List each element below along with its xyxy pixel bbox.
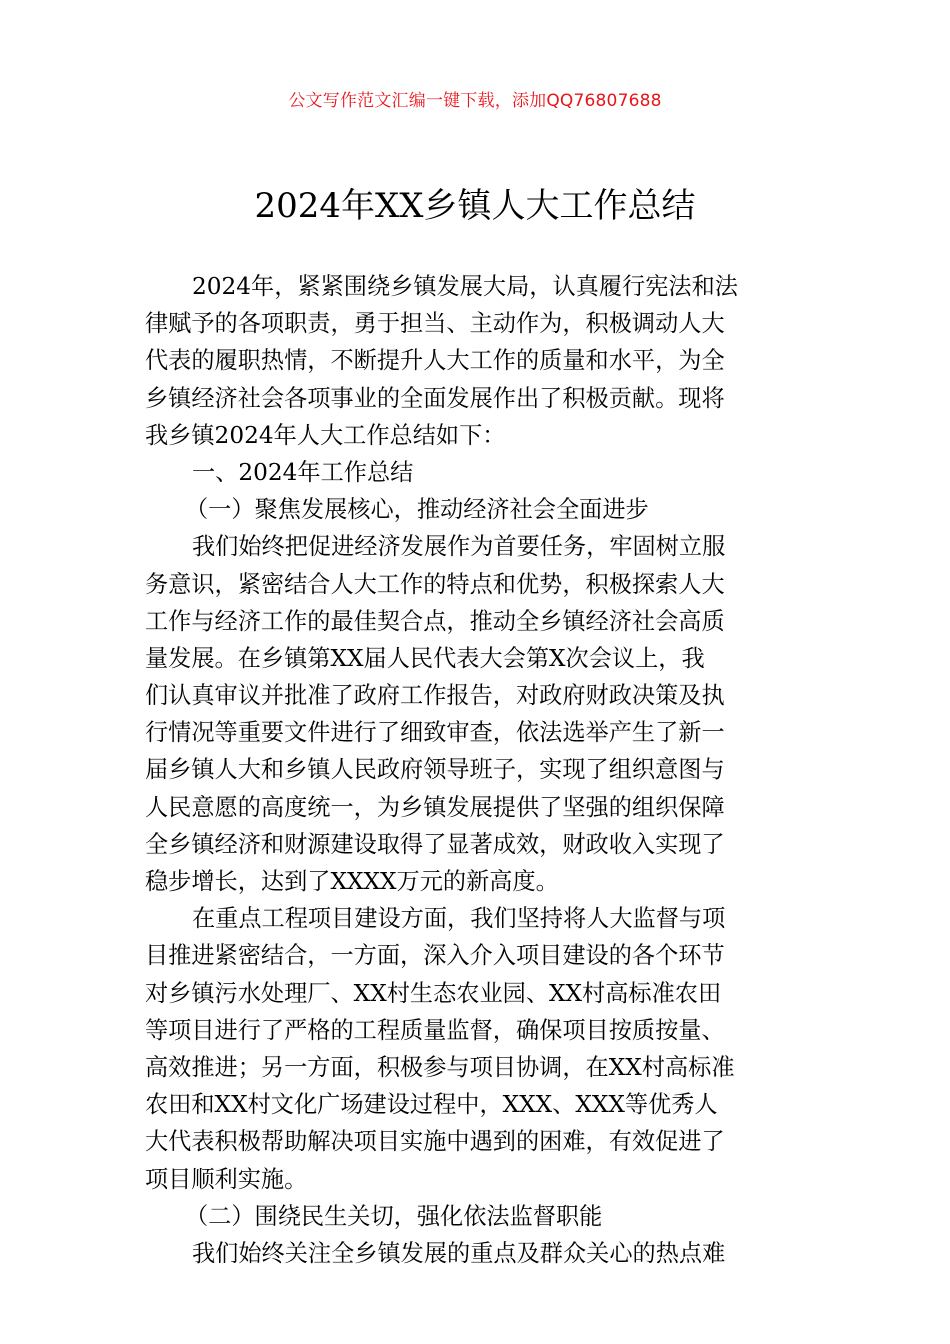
paragraph-line: 农田和XX村文化广场建设过程中，XXX、XXX等优秀人 [145,1091,718,1119]
paragraph-line: 人民意愿的高度统一，为乡镇发展提供了坚强的组织保障 [145,793,725,821]
paragraph-line: 项目顺利实施。 [145,1165,308,1193]
section-heading: 一、2024年工作总结 [192,458,414,486]
document-title: 2024年XX乡镇人大工作总结 [254,186,696,226]
paragraph-line: 目推进紧密结合，一方面，深入介入项目建设的各个环节 [145,942,725,970]
paragraph-line: 等项目进行了严格的工程质量监督，确保项目按质按量、 [145,1016,725,1044]
subsection-heading: （一）聚焦发展核心，推动经济社会全面进步 [185,496,649,524]
paragraph-line: 全乡镇经济和财源建设取得了显著成效，财政收入实现了 [145,830,725,858]
document-body [145,268,807,1272]
paragraph-line: 稳步增长，达到了XXXX万元的新高度。 [145,868,559,895]
paragraph-line: 对乡镇污水处理厂、XX村生态农业园、XX村高标准农田 [145,979,722,1007]
paragraph-line: 律赋予的各项职责，勇于担当、主动作为，积极调动人大 [145,310,725,338]
paragraph-line: 乡镇经济社会各项事业的全面发展作出了积极贡献。现将 [145,384,725,412]
paragraph-line: 大代表积极帮助解决项目实施中遇到的困难，有效促进了 [145,1128,725,1156]
paragraph-line: 行情况等重要文件进行了细致审查，依法选举产生了新一 [145,719,725,747]
paragraph-line: 我乡镇2024年人大工作总结如下： [145,421,506,449]
subsection-heading: （二）围绕民生关切，强化依法监督职能 [185,1202,603,1230]
paragraph-line: 届乡镇人大和乡镇人民政府领导班子，实现了组织意图与 [145,756,725,784]
paragraph-line: 量发展。在乡镇第XX届人民代表大会第X次会议上，我 [145,644,705,672]
paragraph-line: 工作与经济工作的最佳契合点，推动全乡镇经济社会高质 [145,607,725,635]
paragraph-line: 高效推进；另一方面，积极参与项目协调，在XX村高标准 [145,1053,735,1081]
paragraph-line: 我们始终把促进经济发展作为首要任务，牢固树立服 [192,533,726,561]
download-note: 公文写作范文汇编一键下载，添加QQ76807688 [288,91,662,111]
paragraph-line: 务意识，紧密结合人大工作的特点和优势，积极探索人大 [145,570,725,598]
paragraph-line: 我们始终关注全乡镇发展的重点及群众关心的热点难 [192,1239,726,1267]
paragraph-line: 们认真审议并批准了政府工作报告，对政府财政决策及执 [145,682,725,710]
paragraph-line: 代表的履职热情，不断提升人大工作的质量和水平，为全 [145,347,725,375]
paragraph-line: 2024年，紧紧围绕乡镇发展大局，认真履行宪法和法 [192,273,738,300]
paragraph-line: 在重点工程项目建设方面，我们坚持将人大监督与项 [192,905,726,933]
